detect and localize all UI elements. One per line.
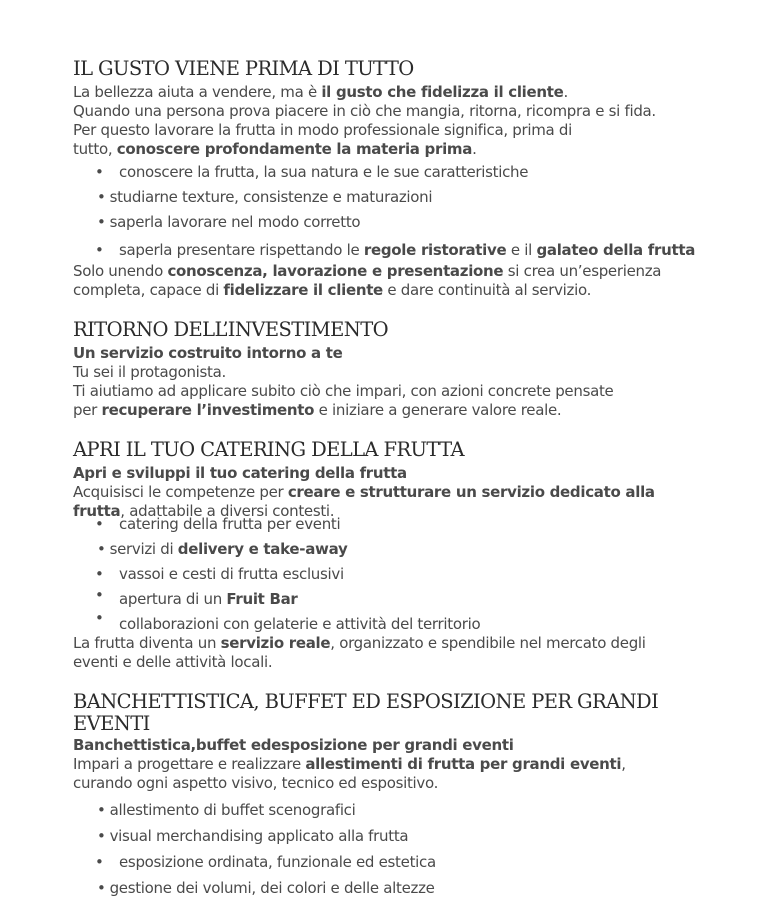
- bullet-icon: •: [95, 586, 104, 604]
- list-item: • apertura di un Fruit Bar: [95, 586, 298, 608]
- section-subtitle: Apri e sviluppi il tuo catering della frutta: [73, 464, 407, 482]
- paragraph: Per questo lavorare la frutta in modo professionale significa, prima di tutto, conoscere profondamente la materia prima.: [73, 121, 572, 158]
- bullet-icon: •: [95, 853, 104, 871]
- bullet-icon: •: [97, 827, 106, 845]
- list-item: • conoscere la frutta, la sua natura e le sue caratteristiche: [95, 163, 529, 181]
- section-subtitle: Un servizio costruito intorno a te: [73, 344, 343, 362]
- section-subtitle: Banchettistica,buffet edesposizione per grandi eventi: [73, 736, 514, 754]
- bullet-icon: •: [95, 163, 104, 181]
- bullet-icon: •: [95, 515, 104, 533]
- bullet-icon: •: [97, 540, 106, 558]
- section-title: RITORNO DELL’INVESTIMENTO: [73, 318, 389, 341]
- bullet-icon: •: [97, 801, 106, 819]
- paragraph: Acquisisci le competenze per creare e strutturare un servizio dedicato alla frutta, adattabile a diversi contesti.: [73, 483, 655, 520]
- list-item: • esposizione ordinata, funzionale ed estetica: [95, 853, 436, 871]
- list-item: • servizi di delivery e take-away: [97, 540, 348, 558]
- section-catering: [73, 439, 713, 672]
- paragraph: Ti aiutiamo ad applicare subito ciò che impari, con azioni concrete pensate per recuperare l’investimento e iniziare a generare valore reale.: [73, 382, 614, 419]
- bullet-icon: •: [95, 565, 104, 583]
- paragraph: La bellezza aiuta a vendere, ma è il gusto che fidelizza il cliente.: [73, 83, 568, 101]
- list-item: • saperla lavorare nel modo corretto: [97, 213, 361, 231]
- list-item: • saperla presentare rispettando le regole ristorative e il galateo della frutta: [73, 238, 713, 262]
- section-title: APRI IL TUO CATERING DELLA FRUTTA: [73, 438, 464, 461]
- section-gusto: [73, 58, 713, 300]
- bullet-list: [73, 163, 713, 262]
- paragraph: Impari a progettare e realizzare allestimenti di frutta per grandi eventi,: [73, 755, 626, 773]
- list-item: • visual merchandising applicato alla frutta: [97, 827, 409, 845]
- bullet-icon: •: [95, 609, 104, 627]
- section-title: BANCHETTISTICA, BUFFET ED ESPOSIZIONE PER GRANDI EVENTI: [73, 690, 659, 735]
- list-item: • allestimento di buffet scenografici: [97, 801, 356, 819]
- paragraph: Solo unendo conoscenza, lavorazione e presentazione si crea un’esperienza completa, capace di fidelizzare il cliente e dare continuità al servizio.: [73, 262, 662, 299]
- bullet-icon: •: [97, 213, 106, 231]
- list-item: • gestione dei volumi, dei colori e delle altezze: [97, 879, 435, 897]
- document-page: [73, 58, 713, 898]
- bullet-list: [73, 515, 713, 634]
- paragraph: La frutta diventa un servizio reale, organizzato e spendibile nel mercato degli eventi e delle attività locali.: [73, 634, 646, 671]
- section-investimento: [73, 319, 713, 420]
- section-title: IL GUSTO VIENE PRIMA DI TUTTO: [73, 57, 414, 80]
- list-item: • studiarne texture, consistenze e maturazioni: [97, 188, 433, 206]
- bullet-icon: •: [97, 879, 106, 897]
- list-item: • collaborazioni con gelaterie e attività del territorio: [95, 609, 481, 633]
- bullet-icon: •: [95, 241, 104, 259]
- section-banchettistica: [73, 691, 713, 898]
- bullet-list: [73, 801, 713, 898]
- list-item: • vassoi e cesti di frutta esclusivi: [95, 565, 344, 583]
- bullet-icon: •: [97, 188, 106, 206]
- paragraph: curando ogni aspetto visivo, tecnico ed espositivo.: [73, 774, 439, 792]
- list-item: • catering della frutta per eventi: [95, 515, 341, 533]
- paragraph: Tu sei il protagonista.: [73, 363, 226, 381]
- paragraph: Quando una persona prova piacere in ciò che mangia, ritorna, ricompra e si fida.: [73, 102, 656, 120]
